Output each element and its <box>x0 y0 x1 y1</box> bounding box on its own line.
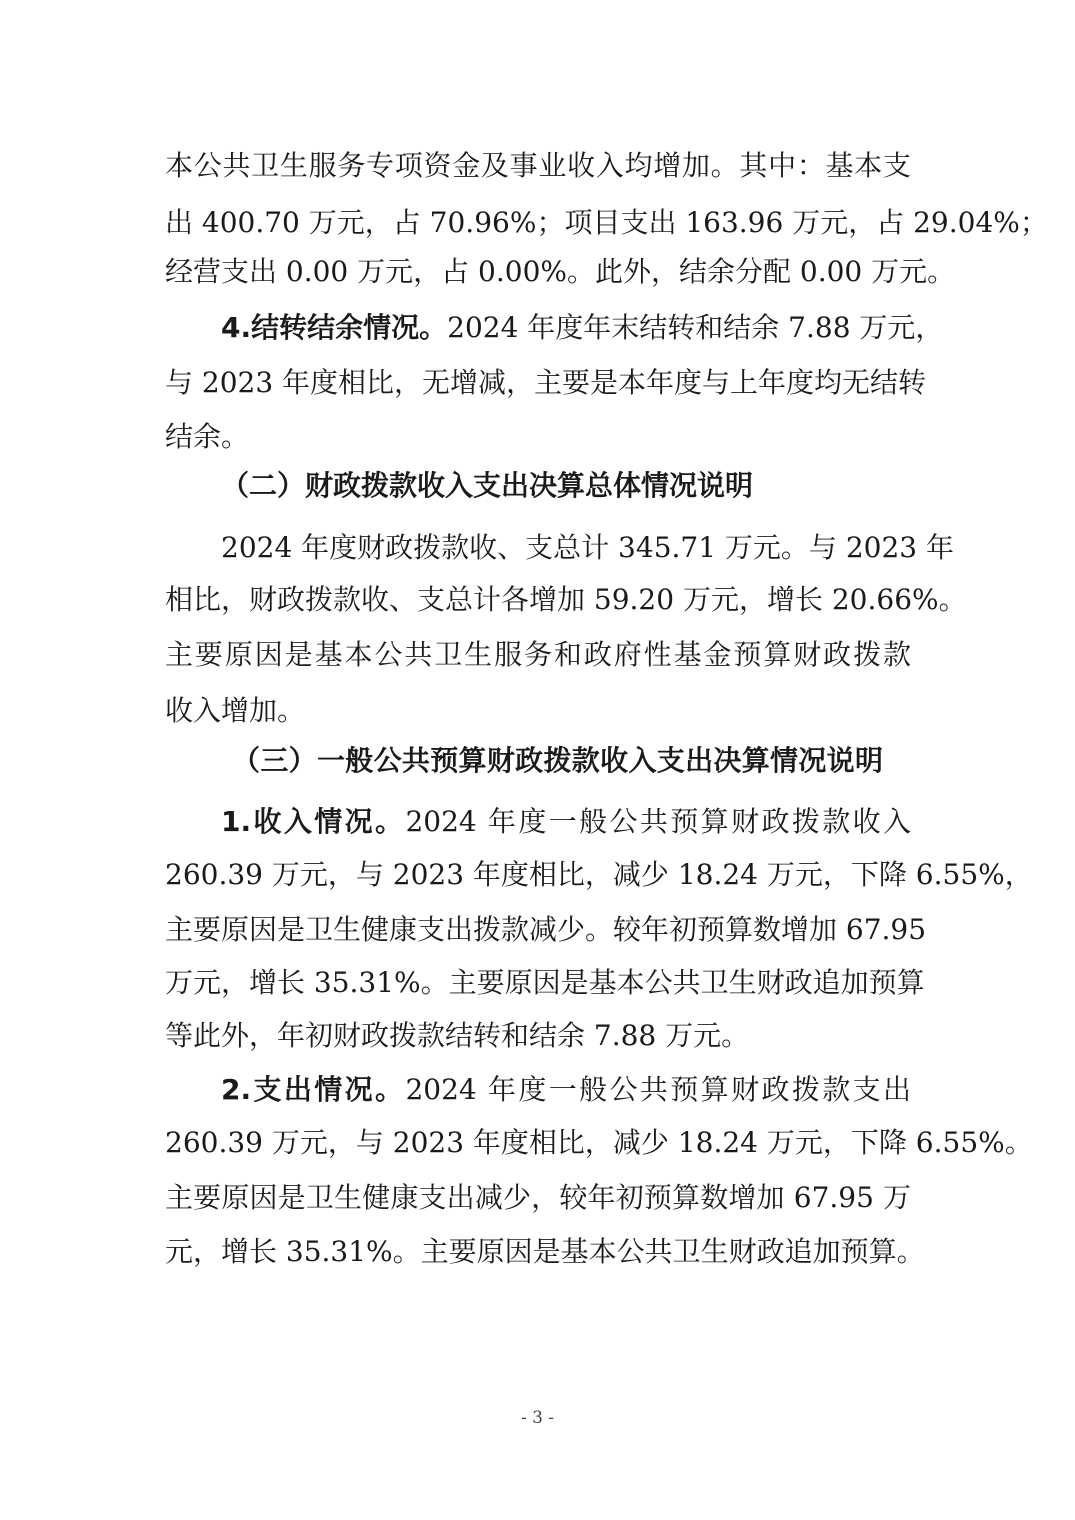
paragraph-line: 结余。 <box>165 420 250 453</box>
paragraph-line: 主要原因是基本公共卫生服务和政府性基金预算财政拨款 <box>165 638 911 671</box>
paragraph-line: 相比，财政拨款收、支总计各增加 59.20 万元，增长 20.66%。 <box>165 583 967 616</box>
section-heading: （三）一般公共预算财政拨款收入支出决算情况说明 <box>232 744 883 777</box>
paragraph-line: 本公共卫生服务专项资金及事业收入均增加。其中：基本支 <box>165 149 911 182</box>
paragraph-text: 2024 年度一般公共预算财政拨款支出 <box>405 1073 911 1106</box>
paragraph-line: 等此外，年初财政拨款结转和结余 7.88 万元。 <box>165 1019 750 1052</box>
paragraph-line: 元，增长 35.31%。主要原因是基本公共卫生财政追加预算。 <box>165 1235 925 1268</box>
paragraph-line: 经营支出 0.00 万元，占 0.00%。此外，结余分配 0.00 万元。 <box>165 255 956 288</box>
paragraph-first-line: 2024 年度财政拨款收、支总计 345.71 万元。与 2023 年 <box>221 531 954 564</box>
section-lead: 1.收入情况。 <box>221 805 406 838</box>
section-heading: （二）财政拨款收入支出决算总体情况说明 <box>221 469 754 502</box>
paragraph-first-line <box>221 305 944 351</box>
section-lead: 4.结转结余情况。 <box>221 311 448 344</box>
paragraph-line: 万元，增长 35.31%。主要原因是基本公共卫生财政追加预算 <box>165 966 925 999</box>
paragraph-line: 主要原因是卫生健康支出减少，较年初预算数增加 67.95 万 <box>165 1181 911 1214</box>
paragraph-first-line <box>221 799 911 845</box>
paragraph-line: 260.39 万元，与 2023 年度相比，减少 18.24 万元，下降 6.55%。 <box>165 1126 1033 1159</box>
paragraph-text: 2024 年度一般公共预算财政拨款收入 <box>405 805 911 838</box>
section-lead: 2.支出情况。 <box>221 1073 406 1106</box>
paragraph-line: 出 400.70 万元，占 70.96%；项目支出 163.96 万元，占 29.04%； <box>165 206 1048 239</box>
paragraph-line: 260.39 万元，与 2023 年度相比，减少 18.24 万元，下降 6.55%， <box>165 858 1033 891</box>
paragraph-line: 收入增加。 <box>165 694 306 727</box>
paragraph-first-line <box>221 1067 911 1113</box>
paragraph-line: 主要原因是卫生健康支出拨款减少。较年初预算数增加 67.95 <box>165 913 927 946</box>
page-number: - 3 - <box>520 1408 555 1428</box>
paragraph-line: 与 2023 年度相比，无增减，主要是本年度与上年度均无结转 <box>165 366 927 399</box>
paragraph-text: 2024 年度年末结转和结余 7.88 万元， <box>447 311 944 344</box>
